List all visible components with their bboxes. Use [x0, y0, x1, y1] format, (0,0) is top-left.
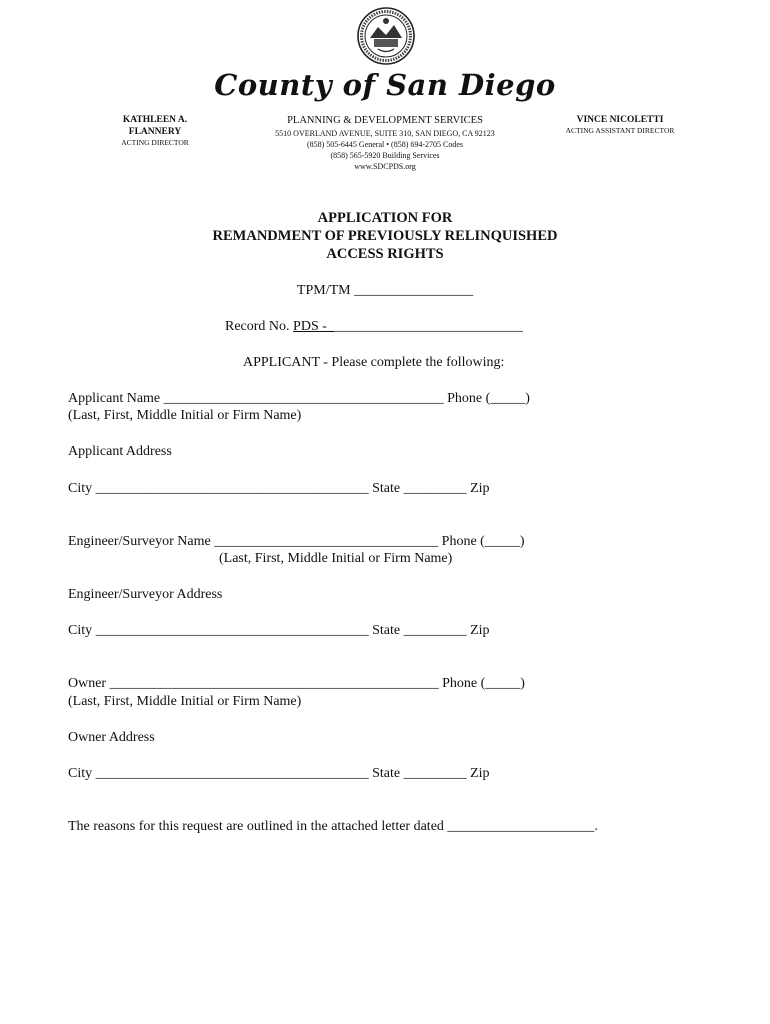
building-services-phone: (858) 565-5920 Building Services: [330, 151, 440, 160]
reasons-text: The reasons for this request are outlined in the attached letter dated: [68, 819, 448, 834]
tpm-field[interactable]: TPM/TM _________________: [296, 283, 474, 298]
record-number-field[interactable]: [225, 318, 523, 335]
reasons-statement[interactable]: [68, 818, 598, 835]
record-number-value: PDS -_: [293, 319, 334, 334]
director-name-line2: FLANNERY: [128, 127, 182, 137]
department-phones: (858) 505-6445 General • (858) 694-2705 Codes: [306, 140, 464, 149]
engineer-address-label: Engineer/Surveyor Address: [68, 587, 223, 602]
form-title-line1: APPLICATION FOR: [317, 210, 453, 226]
department-address: 5510 OVERLAND AVENUE, SUITE 310, SAN DIEGO, CA 92123: [275, 129, 495, 138]
letter-date-blank[interactable]: _____________________: [447, 819, 595, 834]
assistant-director-title: ACTING ASSISTANT DIRECTOR: [565, 126, 675, 135]
record-number-blank: ___________________________: [333, 319, 523, 334]
form-title: [0, 209, 770, 263]
county-seal-logo: [356, 5, 416, 67]
record-number-label: Record No.: [225, 319, 294, 334]
applicant-name-note: (Last, First, Middle Initial or Firm Name): [68, 408, 302, 423]
applicant-city-state-zip-field[interactable]: City _______________________________________ State _________ Zip: [68, 481, 490, 496]
form-title-line3: ACCESS RIGHTS: [326, 246, 444, 262]
reasons-period: .: [594, 819, 598, 834]
form-title-line2: REMANDMENT OF PREVIOUSLY RELINQUISHED: [212, 228, 558, 244]
department-block: [240, 114, 530, 172]
assistant-director-name: VINCE NICOLETTI: [576, 115, 664, 125]
applicant-address-label: Applicant Address: [68, 444, 172, 459]
assistant-director-block: [560, 114, 680, 136]
director-name-line1: KATHLEEN A.: [122, 115, 188, 125]
owner-name-field[interactable]: Owner _______________________________________________ Phone (_____): [68, 676, 525, 691]
director-title: ACTING DIRECTOR: [121, 138, 189, 147]
applicant-instruction: APPLICANT - Please complete the following:: [243, 355, 505, 370]
engineer-city-state-zip-field[interactable]: City _______________________________________ State _________ Zip: [68, 623, 490, 638]
owner-name-note: (Last, First, Middle Initial or Firm Name): [68, 694, 302, 709]
department-name: PLANNING & DEVELOPMENT SERVICES: [287, 115, 483, 126]
engineer-name-field[interactable]: Engineer/Surveyor Name ________________________________ Phone (_____): [68, 534, 525, 549]
engineer-name-note: (Last, First, Middle Initial or Firm Name): [219, 551, 453, 566]
director-block: [100, 114, 210, 148]
owner-city-state-zip-field[interactable]: City _______________________________________ State _________ Zip: [68, 766, 490, 781]
department-website: www.SDCPDS.org: [354, 162, 416, 171]
county-name-heading: County of San Diego: [214, 68, 556, 102]
owner-address-label: Owner Address: [68, 730, 155, 745]
applicant-name-field[interactable]: Applicant Name ________________________________________ Phone (_____): [68, 391, 530, 406]
